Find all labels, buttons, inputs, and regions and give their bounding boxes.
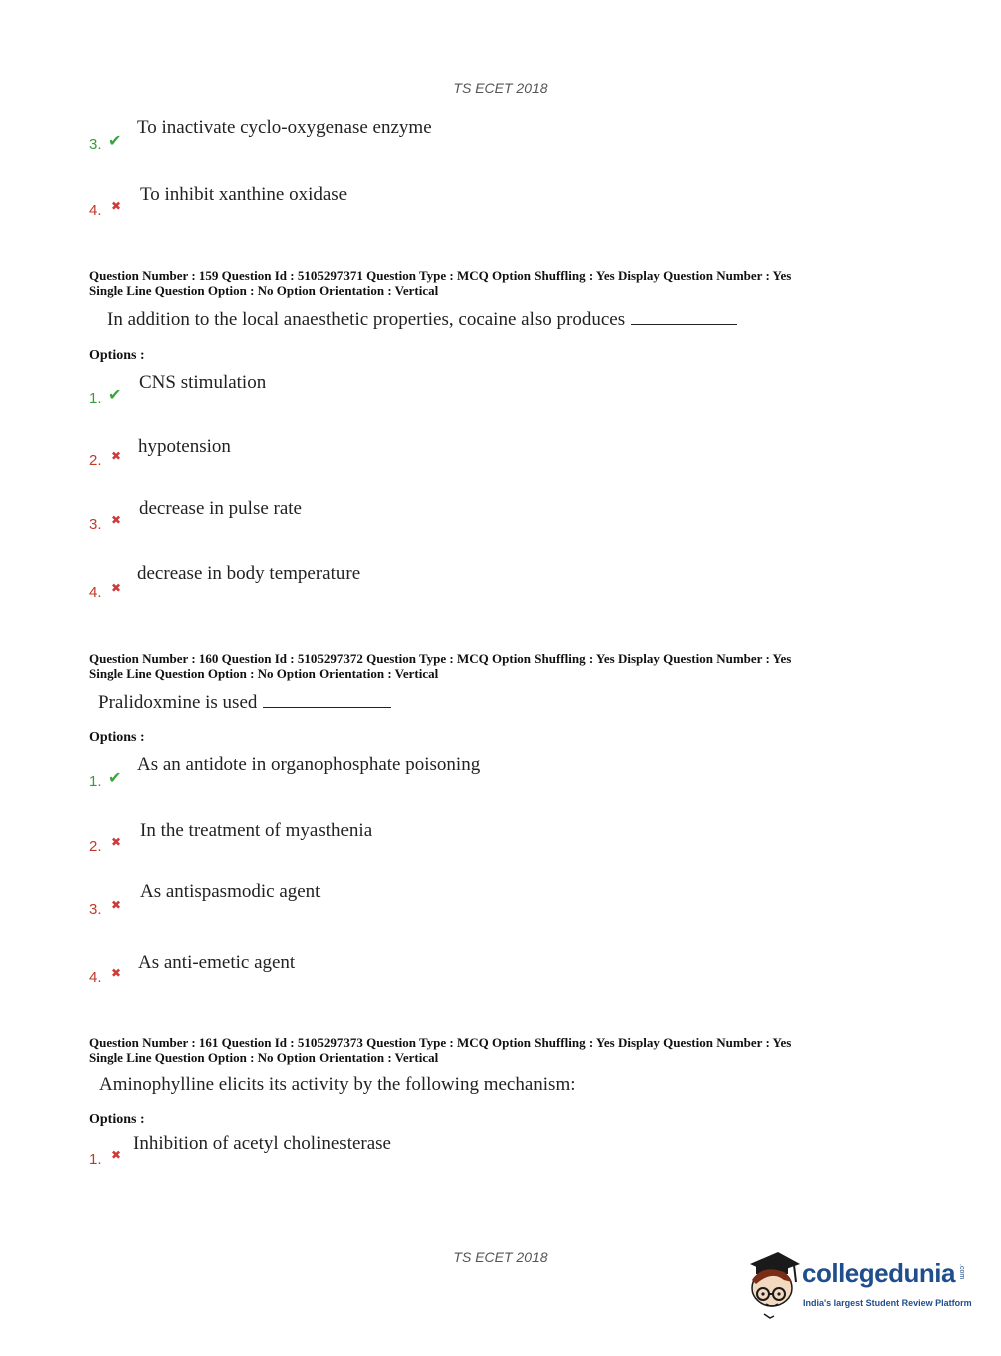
option-number: 3. [89, 516, 102, 533]
option-number: 4. [89, 969, 102, 986]
logo-domain: .com [958, 1264, 965, 1280]
question-meta [89, 268, 791, 298]
option-number: 3. [89, 901, 102, 918]
question-text [98, 692, 391, 714]
collegedunia-logo [744, 1250, 970, 1320]
check-icon: ✔ [108, 385, 122, 404]
question-text [99, 1074, 576, 1096]
page-footer: TS ECET 2018 [453, 1249, 548, 1265]
cross-icon: ✖ [111, 966, 122, 980]
options-label: Options : [89, 730, 145, 745]
option-text: CNS stimulation [139, 372, 267, 393]
question-meta-line: Question Number : 161 Question Id : 5105297373 Question Type : MCQ Option Shuffling : Yes Display Question Number : Yes [89, 1035, 792, 1050]
options-label: Options : [89, 1112, 145, 1127]
question-text-content: Aminophylline elicits its activity by the following mechanism: [99, 1074, 576, 1095]
cross-icon: ✖ [111, 1148, 122, 1162]
option-number: 1. [89, 773, 102, 790]
option-text: As antispasmodic agent [140, 881, 321, 902]
cross-icon: ✖ [111, 898, 122, 912]
logo-tagline: India's largest Student Review Platform [803, 1298, 972, 1308]
mascot-icon [744, 1250, 800, 1320]
option-number: 4. [89, 202, 102, 219]
question-meta-line: Question Number : 159 Question Id : 5105297371 Question Type : MCQ Option Shuffling : Yes Display Question Number : Yes [89, 268, 792, 283]
answer-blank [263, 693, 391, 708]
check-icon: ✔ [108, 768, 122, 787]
option-text: decrease in body temperature [137, 563, 361, 584]
cross-icon: ✖ [111, 513, 122, 527]
option-text: As anti-emetic agent [138, 952, 296, 973]
cross-icon: ✖ [111, 835, 122, 849]
option-text: To inactivate cyclo-oxygenase enzyme [137, 117, 432, 138]
question-text [107, 309, 737, 331]
answer-blank [631, 310, 737, 325]
logo-name: collegedunia [802, 1258, 955, 1288]
question-meta [89, 651, 791, 681]
option-number: 2. [89, 838, 102, 855]
option-text: As an antidote in organophosphate poisoning [137, 754, 481, 775]
option-text: hypotension [138, 436, 231, 457]
options-label: Options : [89, 348, 145, 363]
page-header: TS ECET 2018 [453, 80, 548, 96]
question-meta-line: Single Line Question Option : No Option Orientation : Vertical [89, 666, 439, 681]
option-text: In the treatment of myasthenia [140, 820, 373, 841]
cross-icon: ✖ [111, 199, 122, 213]
option-number: 2. [89, 452, 102, 469]
option-number: 1. [89, 1151, 102, 1168]
cross-icon: ✖ [111, 449, 122, 463]
question-meta [89, 1035, 791, 1065]
option-number: 4. [89, 584, 102, 601]
cross-icon: ✖ [111, 581, 122, 595]
option-text: Inhibition of acetyl cholinesterase [133, 1133, 391, 1154]
check-icon: ✔ [108, 131, 122, 150]
option-text: To inhibit xanthine oxidase [140, 184, 348, 205]
question-text-content: Pralidoxmine is used [98, 692, 258, 713]
option-number: 1. [89, 390, 102, 407]
question-meta-line: Single Line Question Option : No Option Orientation : Vertical [89, 1050, 439, 1065]
option-text: decrease in pulse rate [139, 498, 302, 519]
option-number: 3. [89, 136, 102, 153]
question-meta-line: Question Number : 160 Question Id : 5105297372 Question Type : MCQ Option Shuffling : Yes Display Question Number : Yes [89, 651, 792, 666]
question-text-content: In addition to the local anaesthetic properties, cocaine also produces [107, 309, 626, 330]
question-meta-line: Single Line Question Option : No Option Orientation : Vertical [89, 283, 439, 298]
